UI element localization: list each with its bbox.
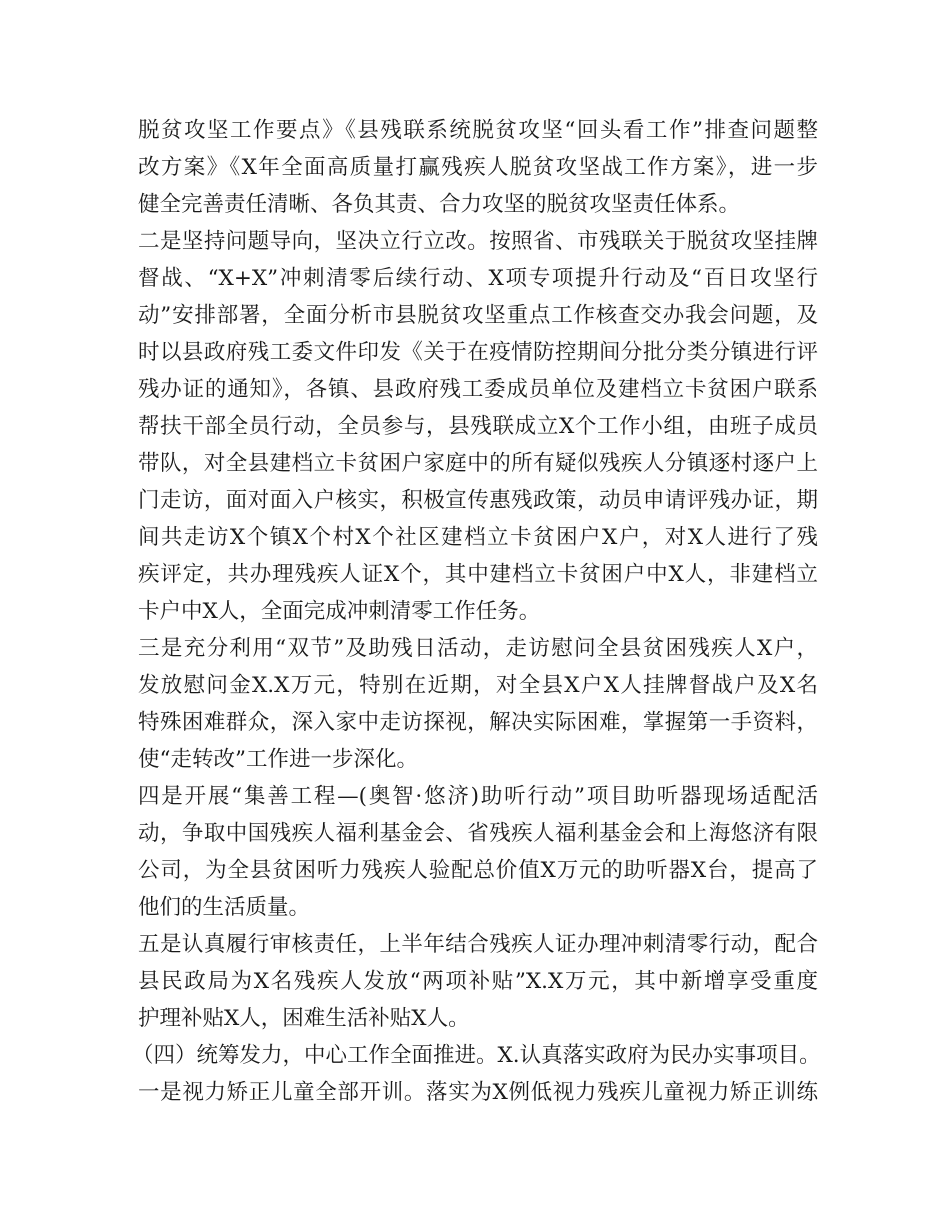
text-line: 三是充分利用“双节”及助残日活动，走访慰问全县贫困残疾人X户， [138, 636, 818, 661]
text-line: 使“走转改”工作进一步深化。 [138, 747, 418, 772]
text-line: 帮扶干部全员行动，全员参与，县残联成立X个工作小组，由班子成员 [138, 414, 818, 439]
text-line: 门走访，面对面入户核实，积极宣传惠残政策，动员申请评残办证，期 [138, 488, 818, 513]
text-line: 残办证的通知》，各镇、县政府残工委成员单位及建档立卡贫困户联系 [138, 377, 818, 402]
text-line: 动，争取中国残疾人福利基金会、省残疾人福利基金会和上海悠济有限 [138, 821, 818, 846]
text-line: 发放慰问金X.X万元，特别在近期，对全县X户X人挂牌督战户及X名 [138, 673, 818, 698]
text-line: 他们的生活质量。 [138, 895, 311, 920]
text-line: 脱贫攻坚工作要点》《县残联系统脱贫攻坚“回头看工作”排查问题整 [138, 118, 818, 143]
text-line: 时以县政府残工委文件印发《关于在疫情防控期间分批分类分镇进行评 [138, 340, 818, 365]
text-line: 改方案》《X年全面高质量打赢残疾人脱贫攻坚战工作方案》，进一步 [138, 155, 818, 180]
text-line: 县民政局为X名残疾人发放“两项补贴”X.X万元，其中新增享受重度 [138, 969, 818, 994]
section-heading-line: （四）统筹发力，中心工作全面推进。X.认真落实政府为民办实事项目。 [132, 1043, 821, 1068]
text-line: 四是开展“集善工程—(奥智·悠济)助听行动”项目助听器现场适配活 [138, 784, 818, 809]
text-line: 二是坚持问题导向，坚决立行立改。按照省、市残联关于脱贫攻坚挂牌 [138, 229, 818, 254]
text-line: 动”安排部署，全面分析市县脱贫攻坚重点工作核查交办我会问题，及 [138, 303, 818, 328]
text-line: 督战、“X+X”冲刺清零后续行动、X项专项提升行动及“百日攻坚行 [138, 266, 818, 291]
text-line: 特殊困难群众，深入家中走访探视，解决实际困难，掌握第一手资料， [138, 710, 818, 735]
text-line: 一是视力矫正儿童全部开训。落实为X例低视力残疾儿童视力矫正训练 [138, 1080, 818, 1105]
text-line: 五是认真履行审核责任，上半年结合残疾人证办理冲刺清零行动，配合 [138, 932, 818, 957]
text-line: 疾评定，共办理残疾人证X个，其中建档立卡贫困户中X人，非建档立 [138, 562, 818, 587]
text-line: 护理补贴X人，困难生活补贴X人。 [138, 1006, 470, 1031]
document-page [132, 112, 821, 1111]
text-line: 健全完善责任清晰、各负其责、合力攻坚的脱贫攻坚责任体系。 [138, 192, 741, 217]
text-line: 公司，为全县贫困听力残疾人验配总价值X万元的助听器X台，提高了 [138, 858, 818, 883]
text-line: 卡户中X人，全面完成冲刺清零工作任务。 [138, 599, 541, 624]
text-line: 间共走访X个镇X个村X个社区建档立卡贫困户X户，对X人进行了残 [138, 525, 818, 550]
text-line: 带队，对全县建档立卡贫困户家庭中的所有疑似残疾人分镇逐村逐户上 [138, 451, 818, 476]
